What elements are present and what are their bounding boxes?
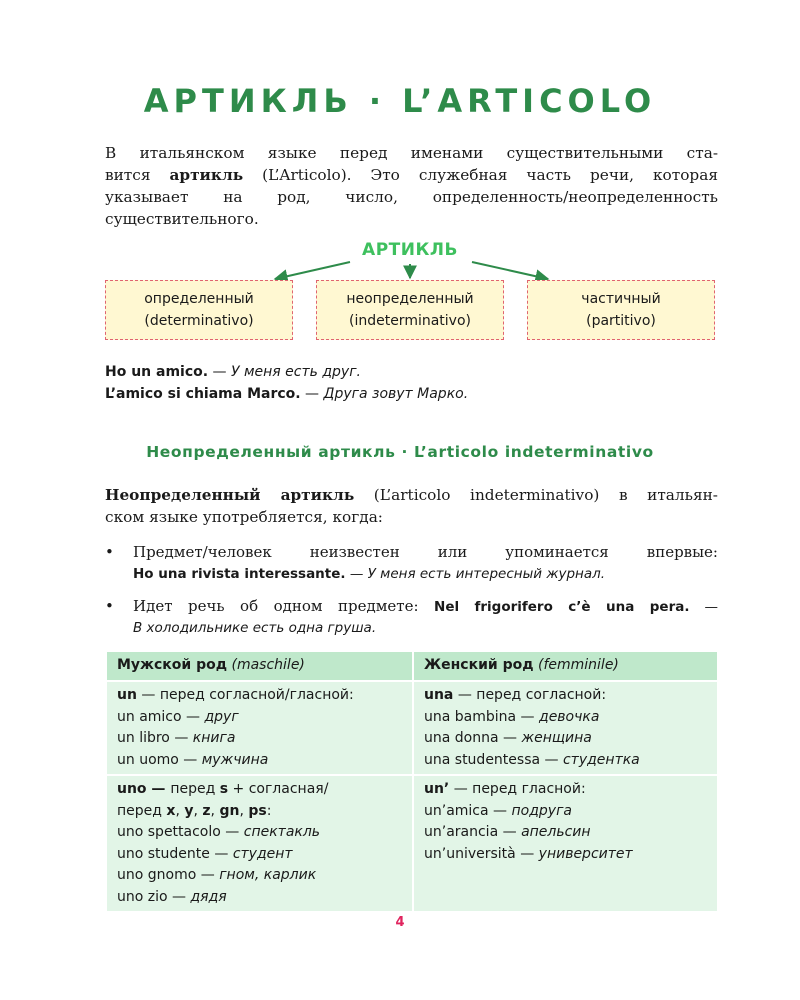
example-line [117,865,402,887]
dash: — [209,845,233,862]
rule-line [424,779,707,801]
paragraph-line [105,484,718,506]
rule-line [424,685,707,707]
bullet-example [133,617,718,639]
example-line [424,801,707,823]
letter: ps [248,802,267,819]
article: un [117,687,137,703]
example-line [424,750,707,772]
table-header-row [106,651,718,681]
diagram-heading: АРТИКЛЬ [362,240,458,260]
box-sublabel: (partitivo) [586,313,656,329]
dash: — [488,802,512,819]
russian: спектакль [243,824,321,840]
header-masculine [106,651,413,681]
russian: женщина [521,730,592,746]
italian: un amico [117,708,182,725]
rule-text: перед [117,802,167,819]
header-label-it: (femminile) [538,657,619,673]
intro-line: указывает на род, число, определенность/неопределенность [105,188,718,206]
article: uno [117,781,147,797]
italian: uno spettacolo [117,824,221,840]
example-row [105,383,725,405]
italian: una bambina [424,708,517,725]
box-partitivo [527,280,715,340]
box-determinativo [105,280,293,340]
examples [105,361,725,405]
article-table [105,650,719,913]
text: (L’articolo indeterminativo) в итальян- [354,486,718,504]
russian: В холодильнике есть одна груша. [133,620,377,636]
dash: — [167,888,191,905]
cell-una [413,681,718,775]
rule-line [117,801,402,823]
rule-text: — перед согласной: [453,687,607,703]
italian-article: una [158,566,187,582]
table-row [106,681,718,775]
italian: pera. [634,599,690,615]
italian: un uomo [117,751,179,768]
russian: студентка [562,751,640,768]
box-label: неопределенный [346,291,474,307]
example-italian: L’amico si chiama Marco. [105,386,301,402]
dash: — [181,708,205,725]
russian: мужчина [201,751,269,768]
text: (L’Articolo). Это служебная часть речи, которая [243,166,718,184]
intro-line: В итальянском языке перед именами существительными ста- [105,144,718,162]
russian: студент [232,845,293,862]
dash: — [220,824,244,840]
example-line [424,844,707,866]
example-line [117,728,402,750]
dash: — [345,566,368,582]
russian: гном, карлик [219,867,317,883]
rule-text: — перед гласной: [449,781,586,797]
dash: — [516,708,540,725]
rule-text: : [266,802,272,819]
italian: Nel frigorifero c’è [434,599,606,615]
sep: , [210,802,220,819]
header-label: Женский род [424,657,534,673]
bullet-text [133,595,718,617]
italian: uno studente [117,845,210,862]
russian: подруга [511,802,573,819]
arrow-right [472,262,548,279]
dash: — [178,751,202,768]
example-line [117,844,402,866]
arrow-left [275,262,350,279]
header-label: Мужской род [117,657,228,673]
rule-line [117,779,402,801]
russian: апельсин [521,824,591,840]
italian: uno zio [117,888,168,905]
cell-un-apostrophe [413,775,718,912]
table-row [106,775,718,912]
italian: uno gnomo [117,867,197,883]
cell-uno [106,775,413,912]
example-russian: Друга зовут Марко. [323,386,469,402]
dash: — [146,781,171,797]
letter: y [184,802,194,819]
sep: , [175,802,185,819]
russian: университет [538,845,633,862]
russian: У меня есть интересный журнал. [367,566,606,582]
example-line [117,822,402,844]
letter: x [166,802,176,819]
example-italian: Ho un amico. [105,364,209,380]
text: вится [105,166,170,184]
page-title: АРТИКЛЬ · L’ARTICOLO [143,82,657,120]
keyword: Неопределенный артикль [105,486,355,504]
dash: — [498,730,522,746]
cell-un [106,681,413,775]
example-line [424,707,707,729]
intro-line: существительного. [105,210,259,228]
box-sublabel: (determinativo) [144,313,254,329]
russian: девочка [539,708,600,725]
dash: — [540,751,563,768]
example-russian: У меня есть друг. [231,364,362,380]
letter: z [202,802,211,819]
page-number: 4 [395,915,405,930]
sep: , [239,802,249,819]
bullet-dot: • [105,543,114,561]
example-row [105,361,725,383]
dash: — [689,599,718,615]
example-line [117,707,402,729]
dash: — [498,824,522,840]
header-feminine [413,651,718,681]
box-label: определенный [144,291,254,307]
paragraph-line: ском языке употребляется, когда: [105,508,383,526]
article: una [424,687,454,703]
letter: s [219,781,229,797]
italian-article: una [606,599,635,615]
sep: , [193,802,203,819]
russian: друг [204,708,239,725]
dash: — [300,386,324,402]
italian: un libro [117,730,170,746]
section-heading: Неопределенный артикль · L’articolo indeterminativo [146,443,654,461]
italian: Ho [133,566,159,582]
keyword: артикль [169,166,244,184]
box-indeterminativo [316,280,504,340]
dash: — [169,730,193,746]
rule-text: — перед согласной/гласной: [136,687,354,703]
example-line [424,822,707,844]
russian: дядя [190,888,227,905]
italian: rivista interessante. [186,566,346,582]
russian: книга [192,730,236,746]
dash: — [515,845,539,862]
box-sublabel: (indeterminativo) [348,313,471,329]
header-label-it: (maschile) [231,657,305,673]
bullet-text: Предмет/человек неизвестен или упоминается впервые: [133,543,718,561]
italian: una studentessa [424,751,541,768]
example-line [117,750,402,772]
example-line [117,887,402,909]
box-label: частичный [581,291,661,307]
rule-text: перед [170,781,220,797]
rule-line [117,685,402,707]
example-line [424,728,707,750]
text: Идет речь об одном предмете: [133,597,435,615]
dash: — [208,364,231,380]
bullet-dot: • [105,597,114,615]
article: un’ [424,781,450,797]
italian: una donna [424,730,499,746]
italian: un’amica [424,802,489,819]
bullet-example [133,563,718,585]
italian: un’arancia [424,824,499,840]
italian: un’università [424,845,516,862]
section-paragraph [105,484,718,528]
letter: gn [219,802,240,819]
rule-text: + согласная/ [228,781,329,797]
dash: — [196,867,220,883]
